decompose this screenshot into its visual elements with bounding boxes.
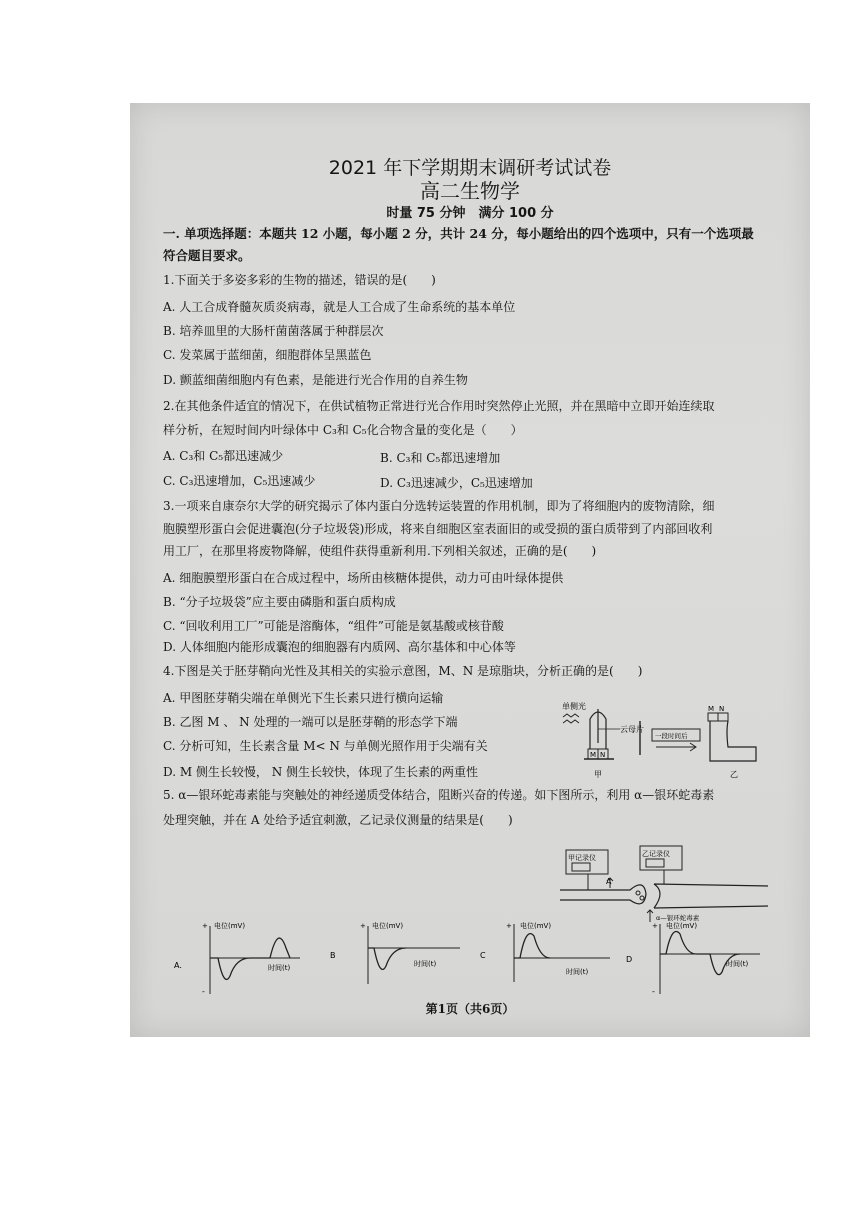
light-label: 单侧光 — [562, 702, 586, 711]
vesicle — [636, 891, 640, 895]
coleoptile-segment — [710, 721, 756, 761]
q1-option-d: D. 颤蓝细菌细胞内有色素，是能进行光合作用的自养生物 — [163, 373, 468, 387]
yi-n-label: N — [719, 705, 725, 713]
q3-option-a: A. 细胞膜塑形蛋白在合成过程中，场所由核糖体提供，动力可由叶绿体提供 — [163, 571, 564, 585]
q1-option-c: C. 发菜属于蓝细菌，细胞群体呈黑蓝色 — [163, 348, 372, 362]
x-axis-label: 时间(t) — [414, 960, 437, 968]
block-n-label: N — [600, 751, 606, 759]
q3-option-c: C. “回收利用工厂”可能是溶酶体，“组件”可能是氨基酸或核苷酸 — [163, 619, 504, 633]
page-number: 第1页（共6页） — [425, 1002, 515, 1016]
potential-curve — [514, 934, 550, 958]
q5-stem-2: 处理突触，并在 A 处给予适宜刺激，乙记录仪测量的结果是( ) — [163, 813, 513, 827]
q4-option-c: C. 分析可知，生长素含量 M< N 与单侧光照作用于尖端有关 — [163, 739, 488, 753]
y-axis-label: 电位(mV) — [520, 922, 552, 930]
potential-curve — [368, 948, 406, 969]
x-axis-label: 时间(t) — [566, 968, 589, 976]
graph-d — [626, 921, 760, 996]
right-arrow-icon — [656, 743, 696, 751]
yi-block-n — [718, 713, 728, 721]
mica-label: 云母片 — [620, 725, 644, 734]
graph-letter: D — [626, 955, 633, 964]
q3-option-d: D. 人体细胞内能形成囊泡的细胞器有内质网、高尔基体和中心体等 — [163, 640, 516, 654]
potential-curve — [660, 932, 740, 975]
minus-sign: - — [652, 987, 655, 996]
time-box-label: 一段时间后 — [655, 732, 688, 740]
y-axis-label: 电位(mV) — [372, 922, 404, 930]
recorder-jia-label: 甲记录仪 — [568, 854, 596, 862]
light-wave-icon — [563, 714, 579, 717]
q5-synapse-figure — [558, 838, 788, 923]
q4-option-b: B. 乙图 M 、 N 处理的一端可以是胚芽鞘的形态学下端 — [163, 715, 458, 729]
q4-option-d: D. M 侧生长较慢， N 侧生长较快，体现了生长素的两重性 — [163, 765, 479, 779]
q2-stem-2: 样分析，在短时间内叶绿体中 C₃和 C₅化合物含量的变化是（ ） — [163, 423, 523, 437]
block-m-label: M — [590, 751, 597, 759]
q3-stem-1: 3.一项来自康奈尔大学的研究揭示了体内蛋白分选转运装置的作用机制，即为了将细胞内的废物清除，细 — [163, 499, 715, 513]
q1-option-b: B. 培养皿里的大肠杆菌菌落属于种群层次 — [163, 324, 384, 338]
plus-sign: + — [652, 922, 658, 930]
presynaptic-neuron — [560, 885, 646, 904]
figure-yi — [640, 705, 756, 779]
exam-subject: 高二生物学 — [420, 179, 520, 203]
graph-a — [174, 921, 300, 996]
graph-b — [330, 921, 460, 984]
postsynaptic-neuron — [654, 884, 768, 908]
q5-stem-1: 5. α—银环蛇毒素能与突触处的神经递质受体结合，阻断兴奋的传递。如下图所示，利用 α—银环蛇毒素 — [163, 788, 715, 802]
yi-block-m — [708, 713, 718, 721]
q4-figure — [560, 691, 780, 791]
label-jia: 甲 — [594, 770, 602, 779]
q2-option-b: B. C₃和 C₅都迅速增加 — [380, 451, 501, 465]
recorder-yi-label: 乙记录仪 — [642, 850, 670, 858]
figure-jia — [562, 701, 644, 779]
q2-stem-1: 2.在其他条件适宜的情况下，在供试植物正常进行光合作用时突然停止光照，并在黑暗中立即开始连续取 — [163, 399, 715, 413]
q2-option-c: C. C₃迅速增加，C₅迅速减少 — [163, 474, 316, 488]
graph-letter: A. — [174, 961, 182, 970]
q3-option-b: B. “分子垃圾袋”应主要由磷脂和蛋白质构成 — [163, 595, 396, 609]
q1-option-a: A. 人工合成脊髓灰质炎病毒，就是人工合成了生命系统的基本单位 — [163, 300, 516, 314]
q4-stem: 4.下图是关于胚芽鞘向光性及其相关的实验示意图，M、N 是琼脂块，分析正确的是( ) — [163, 664, 643, 678]
y-axis-label: 电位(mV) — [666, 922, 698, 930]
potential-curve — [210, 938, 290, 979]
plus-sign: + — [506, 922, 512, 930]
q2-option-a: A. C₃和 C₅都迅速减少 — [163, 449, 284, 463]
exam-page — [130, 103, 810, 1037]
q4-option-a: A. 甲图胚芽鞘尖端在单侧光下生长素只进行横向运输 — [163, 691, 444, 705]
light-wave-icon — [563, 720, 579, 723]
x-axis-label: 时间(t) — [268, 964, 291, 972]
plus-sign: + — [202, 922, 208, 930]
label-yi: 乙 — [730, 770, 738, 779]
vesicle — [640, 896, 644, 900]
graph-letter: C — [480, 951, 486, 960]
yi-m-label: M — [708, 705, 715, 713]
recorder-jia-display — [572, 863, 590, 871]
toxin-label: α—银环蛇毒素 — [656, 914, 700, 922]
plus-sign: + — [360, 922, 366, 930]
q1-stem: 1.下面关于多姿多彩的生物的描述，错误的是( ) — [163, 273, 436, 287]
exam-title: 2021 年下学期期末调研考试试卷 — [328, 157, 612, 179]
graph-c — [480, 921, 610, 982]
point-a-label: A — [606, 877, 612, 886]
exam-meta: 时量 75 分钟 满分 100 分 — [386, 206, 554, 221]
section-heading-2: 符合题目要求。 — [163, 248, 251, 263]
exam-photo — [130, 103, 810, 1037]
y-axis-label: 电位(mV) — [214, 922, 246, 930]
q3-stem-3: 用工厂，在那里将废物降解，使组件获得重新利用.下列相关叙述，正确的是( ) — [163, 544, 597, 558]
q2-option-d: D. C₃迅速减少，C₅迅速增加 — [380, 476, 533, 490]
q5-answer-graphs — [170, 918, 790, 998]
x-axis-label: 时间(t) — [726, 960, 749, 968]
q3-stem-2: 胞膜塑形蛋白会促进囊泡(分子垃圾袋)形成，将来自细胞区室表面旧的或受损的蛋白质带到了内部回收利 — [163, 522, 713, 536]
recorder-yi-display — [646, 859, 664, 867]
section-heading-1: 一. 单项选择题：本题共 12 小题，每小题 2 分，共计 24 分，每小题给出的四个选项中，只有一个选项最 — [163, 226, 754, 241]
minus-sign: - — [202, 987, 205, 996]
graph-letter: B — [330, 951, 336, 960]
